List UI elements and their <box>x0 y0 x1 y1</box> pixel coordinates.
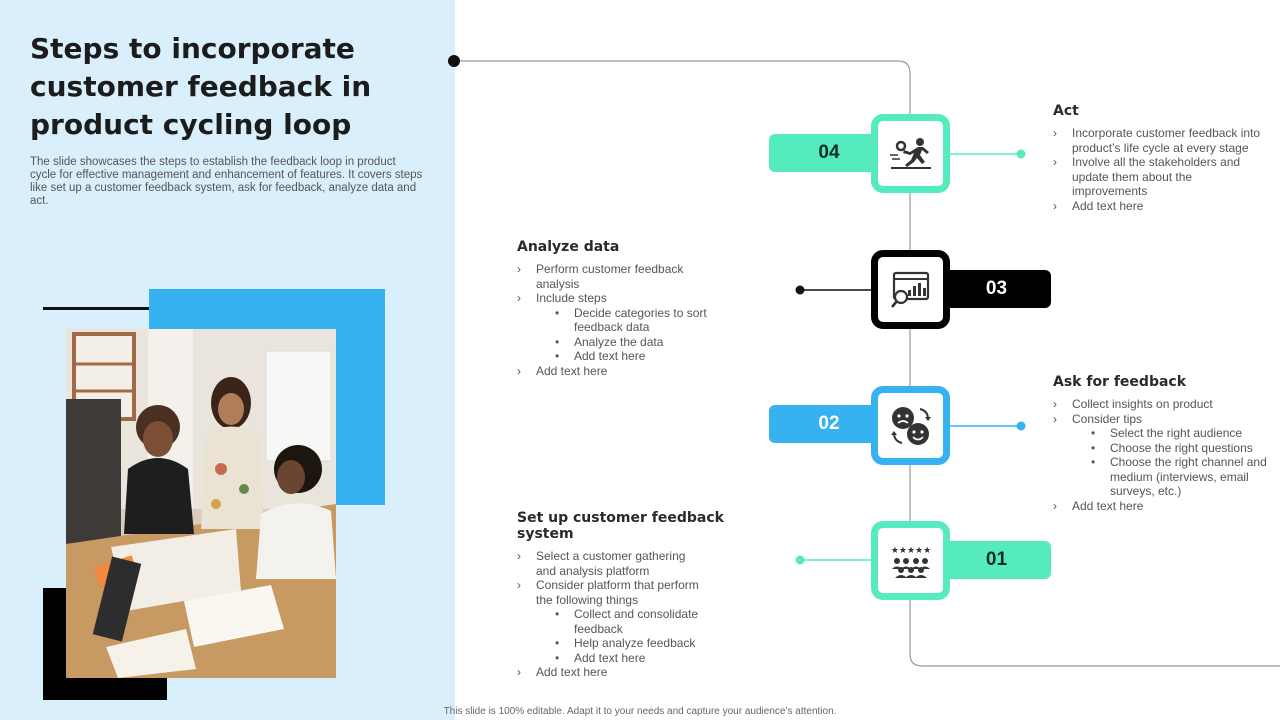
sub-list-item: • Analyze the data <box>536 335 717 350</box>
list-item: › Perform customer feedback analysis <box>517 262 717 291</box>
list-item: › Select a customer gathering and analysis platform <box>517 549 777 578</box>
analytics-magnifier-icon <box>890 271 932 309</box>
step-01-heading: Set up customer feedback system <box>517 510 724 542</box>
runner-gear-icon <box>889 137 933 171</box>
step-02-number: 02 <box>769 405 889 443</box>
page-subtitle: The slide showcases the steps to establish the feedback loop in product cycle for effective management and enhancement of features. It covers steps like set up a customer feedback system, ask for feedback, analyze data and act. <box>30 156 423 207</box>
step-02-heading: Ask for feedback <box>1053 374 1187 390</box>
step-03-number: 03 <box>930 270 1051 308</box>
list-item: › Add text here <box>517 665 777 680</box>
step-02-text <box>1053 374 1268 513</box>
list-item-text: Include steps <box>536 291 607 305</box>
sub-list-item: • Add text here <box>536 349 717 364</box>
list-item-text: Consider tips <box>1072 411 1143 426</box>
step-01-number: 01 <box>930 541 1051 579</box>
list-item: › Add text here <box>1053 199 1268 214</box>
svg-text:★★★★★: ★★★★★ <box>890 545 931 556</box>
list-item <box>517 291 717 364</box>
sub-list-item: • Add text here <box>536 651 707 666</box>
sub-list-item: • Select the right audience <box>1072 426 1268 441</box>
list-item: › Involve all the stakeholders and update them about the improvements <box>1053 155 1268 199</box>
list-item: › Collect insights on product <box>1053 397 1268 412</box>
feedback-faces-icon <box>890 405 932 447</box>
sub-list-item: • Choose the right channel and medium (interviews, email surveys, etc.) <box>1072 455 1268 499</box>
customer-rating-icon <box>889 543 933 579</box>
step-03-heading: Analyze data <box>517 239 620 255</box>
step-03-icon-box <box>871 250 950 329</box>
list-item: › Add text here <box>1053 499 1268 514</box>
step-01-icon-box <box>871 521 950 600</box>
list-item <box>1053 412 1268 499</box>
step-04-number: 04 <box>769 134 889 172</box>
sub-list-item: • Decide categories to sort feedback data <box>536 306 717 335</box>
step-04-text <box>1053 103 1268 213</box>
list-item-text: Consider platform that perform the following things <box>536 578 699 607</box>
step-04-heading: Act <box>1053 103 1079 119</box>
step-03-text <box>517 239 717 378</box>
step-02-icon-box <box>871 386 950 465</box>
list-item: › Add text here <box>517 364 717 379</box>
sub-list-item: • Collect and consolidate feedback <box>536 607 707 636</box>
page-title: Steps to incorporate customer feedback in product cycling loop <box>30 32 372 141</box>
sub-list-item: • Help analyze feedback <box>536 636 707 651</box>
list-item: › Incorporate customer feedback into product’s life cycle at every stage <box>1053 126 1268 155</box>
sub-list-item: • Choose the right questions <box>1072 441 1268 456</box>
step-04-icon-box <box>871 114 950 193</box>
step-01-text <box>517 510 777 680</box>
footer-note: This slide is 100% editable. Adapt it to your needs and capture your audience’s attention. <box>443 706 837 717</box>
list-item <box>517 578 777 665</box>
